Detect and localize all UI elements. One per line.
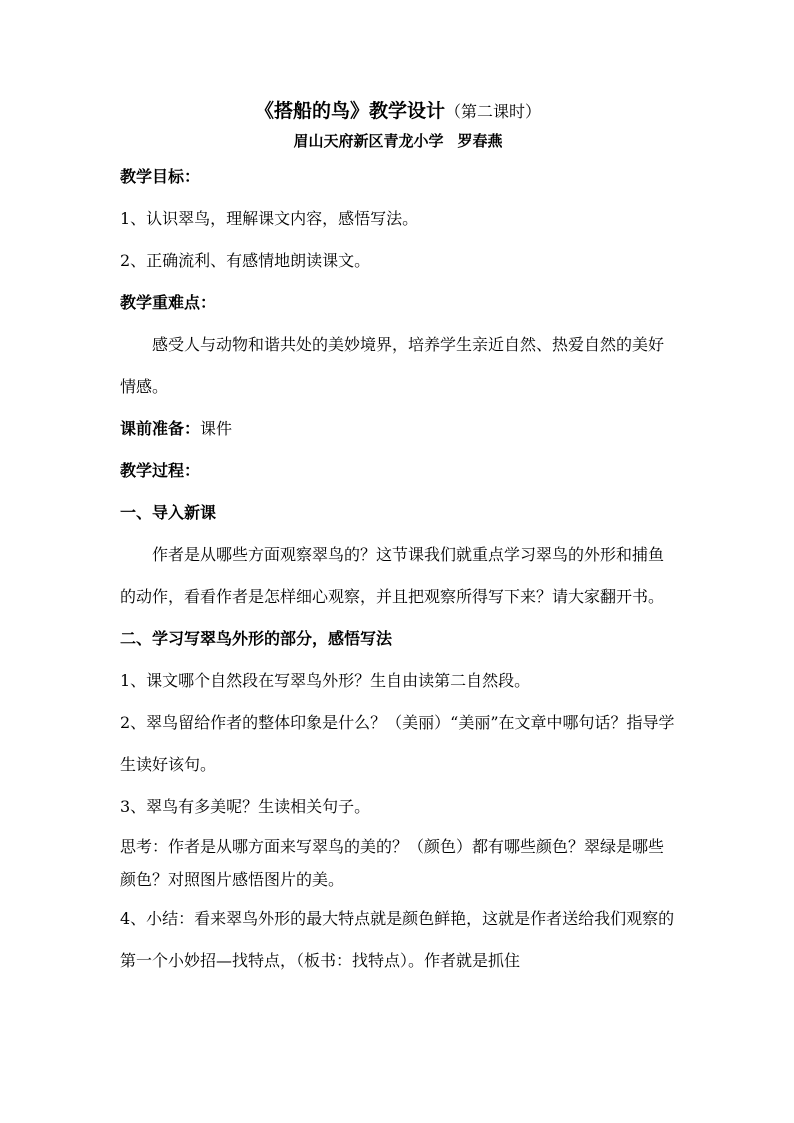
title-main: 《搭船的鸟》教学设计 [254,100,445,122]
title-suffix: （第二课时） [445,102,542,121]
step-item-2: 2、翠鸟留给作者的整体印象是什么？（美丽）“美丽”在文章中哪句话？指导学生读好该句。 [120,713,675,774]
prep-line [120,408,676,450]
author-name: 罗春燕 [457,132,503,150]
key-points-text: 感受人与动物和谐共处的美妙境界，培养学生亲近自然、热爱自然的美好情感。 [120,335,665,396]
step-item-4: 4、小结：看来翠鸟外形的最大特点就是颜色鲜艳，这就是作者送给我们观察的第一个小妙招—找特点，（板书：找特点）。作者就是抓住 [120,909,675,970]
goal-item-2: 2、正确流利、有感情地朗读课文。 [120,251,371,270]
document-body [120,98,676,982]
prep-label: 课前准备： [120,419,201,438]
part-1-title: 一、导入新课 [120,503,217,522]
heading-goals: 教学目标： [120,167,201,186]
goal-item-1: 1、认识翠鸟，理解课文内容，感悟写法。 [120,209,419,228]
author-line [120,130,676,152]
part-1-text: 作者是从哪些方面观察翠鸟的？这节课我们就重点学习翠鸟的外形和捕鱼的动作，看看作者是怎样细心观察，并且把观察所得写下来？请大家翻开书。 [120,545,665,606]
author-school: 眉山天府新区青龙小学 [293,132,444,150]
think-question: 思考：作者是从哪方面来写翠鸟的美的？（颜色）都有哪些颜色？翠绿是哪些颜色？对照图片感悟图片的美。 [120,837,665,889]
part-2-title: 二、学习写翠鸟外形的部分，感悟写法 [120,629,393,648]
heading-process: 教学过程： [120,461,201,480]
heading-key-points: 教学重难点： [120,293,217,312]
step-item-1: 1、课文哪个自然段在写翠鸟外形？生自由读第二自然段。 [120,671,531,690]
prep-value: 课件 [200,419,233,438]
document-title [120,98,676,124]
step-item-3: 3、翠鸟有多美呢？生读相关句子。 [120,797,371,816]
